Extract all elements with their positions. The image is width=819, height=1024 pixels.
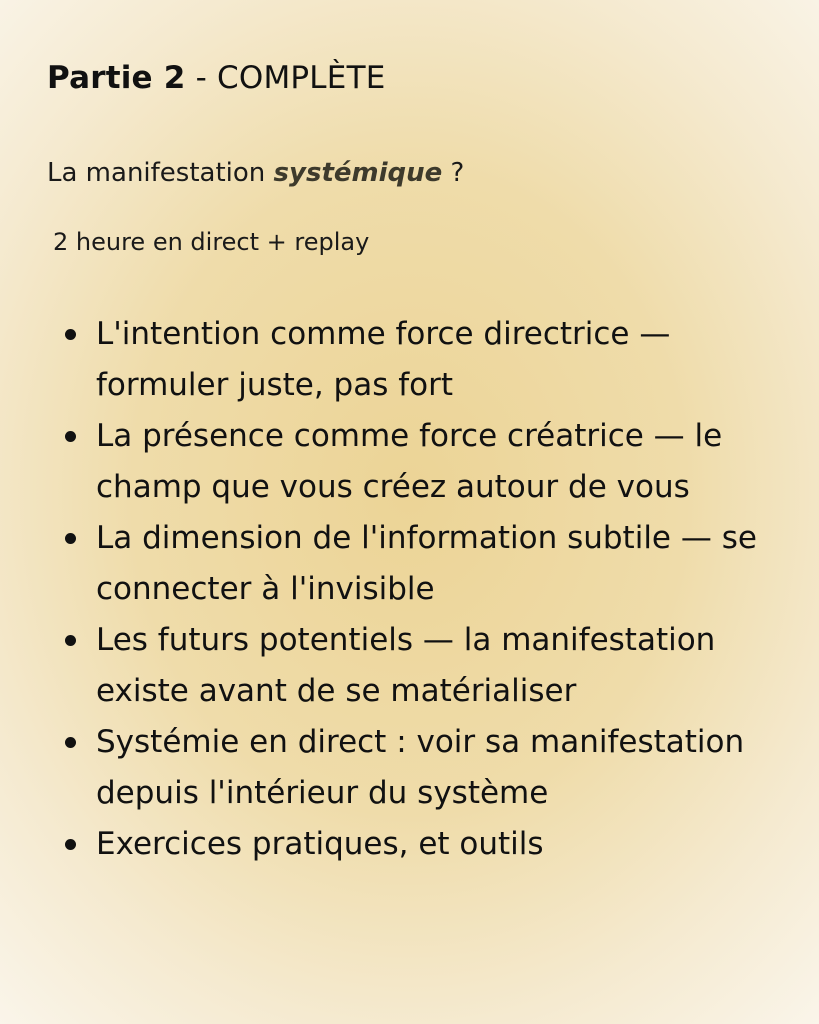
bullet-icon <box>65 533 76 544</box>
list-item-label: Les futurs potentiels — la manifestation existe avant de se matérialiser <box>96 622 716 709</box>
session-subtitle <box>47 155 464 191</box>
page-title <box>47 58 386 98</box>
subtitle-text-after: ? <box>442 158 465 188</box>
subtitle-text-before: La manifestation <box>47 158 274 188</box>
session-duration: 2 heure en direct + replay <box>53 228 370 256</box>
list-item <box>96 309 786 411</box>
list-item-label: Systémie en direct : voir sa manifestation depuis l'intérieur du système <box>96 724 745 811</box>
list-item <box>96 717 786 819</box>
list-item <box>96 411 786 513</box>
list-item-label: Exercices pratiques, et outils <box>96 826 544 862</box>
topics-list <box>96 309 786 870</box>
list-item <box>96 615 786 717</box>
list-item-label: L'intention comme force directrice — formuler juste, pas fort <box>96 316 671 403</box>
list-item <box>96 513 786 615</box>
list-item-label: La dimension de l'information subtile — se connecter à l'invisible <box>96 520 757 607</box>
list-item <box>96 819 786 870</box>
bullet-icon <box>65 839 76 850</box>
subtitle-emphasis: systémique <box>273 158 443 188</box>
list-item-label: La présence comme force créatrice — le champ que vous créez autour de vous <box>96 418 723 505</box>
title-status: - COMPLÈTE <box>185 60 386 96</box>
bullet-icon <box>65 431 76 442</box>
bullet-icon <box>65 329 76 340</box>
bullet-icon <box>65 635 76 646</box>
bullet-icon <box>65 737 76 748</box>
title-part-number: Partie 2 <box>47 60 186 96</box>
